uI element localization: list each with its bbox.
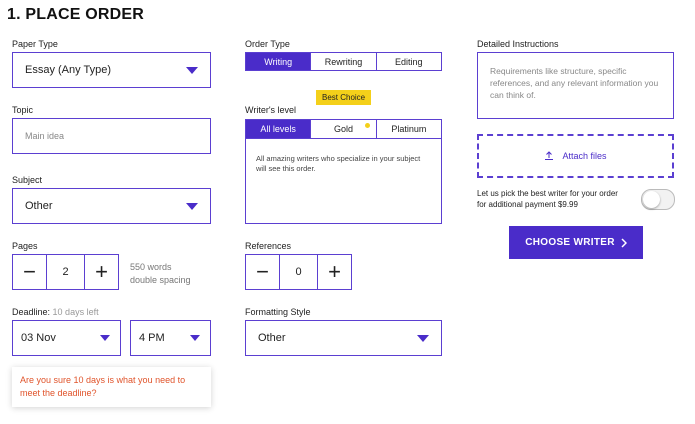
paper-type-value: Essay (Any Type) [25, 64, 111, 76]
best-writer-line2: for additional payment $9.99 [477, 200, 578, 209]
order-type-rewriting[interactable]: Rewriting [310, 53, 375, 70]
references-minus-button[interactable]: − [256, 259, 269, 284]
order-type-writing[interactable]: Writing [246, 53, 310, 70]
pages-minus-button[interactable]: − [23, 259, 36, 284]
topic-input[interactable] [12, 118, 211, 154]
writers-level-tabs [245, 119, 442, 138]
writers-level-gold[interactable]: Gold [310, 120, 375, 138]
choose-writer-button[interactable] [509, 226, 643, 259]
pages-label: Pages [12, 241, 38, 251]
attach-files-label: Attach files [562, 151, 607, 161]
gold-dot-icon [365, 123, 370, 128]
references-plus-button[interactable]: + [328, 259, 341, 284]
chevron-down-icon [100, 335, 110, 341]
subject-label: Subject [12, 175, 43, 185]
best-writer-text [477, 188, 618, 210]
pages-stepper[interactable] [12, 254, 119, 290]
pages-spacing: double spacing [130, 275, 191, 285]
deadline-date-select[interactable] [12, 320, 121, 356]
best-writer-line1: Let us pick the best writer for your order [477, 189, 618, 198]
best-writer-toggle[interactable] [641, 189, 675, 210]
paper-type-select[interactable] [12, 52, 211, 88]
writers-level-panel [245, 138, 442, 224]
references-value[interactable]: 0 [279, 255, 318, 289]
order-type-label: Order Type [245, 39, 290, 49]
deadline-time-value: 4 PM [139, 332, 165, 344]
formatting-label: Formatting Style [245, 307, 311, 317]
order-type-editing[interactable]: Editing [376, 53, 441, 70]
formatting-value: Other [258, 332, 286, 344]
instructions-textarea[interactable] [477, 52, 674, 119]
choose-writer-label: CHOOSE WRITER [525, 237, 615, 248]
chevron-down-icon [190, 335, 200, 341]
deadline-date-value: 03 Nov [21, 332, 56, 344]
topic-placeholder: Main idea [25, 131, 65, 141]
pages-plus-button[interactable]: + [95, 259, 108, 284]
deadline-warning: Are you sure 10 days is what you need to meet the deadline? [12, 367, 211, 407]
deadline-time-select[interactable] [130, 320, 211, 356]
writers-level-platinum[interactable]: Platinum [376, 120, 441, 138]
subject-value: Other [25, 200, 53, 212]
pages-note [130, 261, 191, 287]
deadline-label-row [12, 307, 99, 317]
chevron-right-icon [621, 238, 627, 248]
pages-value[interactable]: 2 [46, 255, 85, 289]
chevron-down-icon [186, 67, 198, 74]
attach-files-dropzone[interactable] [477, 134, 674, 178]
subject-select[interactable] [12, 188, 211, 224]
paper-type-label: Paper Type [12, 39, 58, 49]
best-choice-badge: Best Choice [316, 90, 371, 105]
pages-words: 550 words [130, 262, 172, 272]
order-type-tabs [245, 52, 442, 71]
writers-level-all[interactable]: All levels [246, 120, 310, 138]
page-title: 1. PLACE ORDER [7, 6, 145, 23]
formatting-select[interactable] [245, 320, 442, 356]
deadline-hint: 10 days left [52, 307, 99, 317]
chevron-down-icon [417, 335, 429, 342]
references-label: References [245, 241, 292, 251]
deadline-label: Deadline: [12, 307, 51, 317]
instructions-label: Detailed Instructions [477, 39, 559, 49]
upload-icon [544, 151, 554, 161]
references-stepper[interactable] [245, 254, 352, 290]
toggle-knob [643, 191, 660, 208]
instructions-placeholder: Requirements like structure, specific references, and any relevant information you can think of. [490, 66, 659, 100]
chevron-down-icon [186, 203, 198, 210]
topic-label: Topic [12, 105, 34, 115]
writers-level-description: All amazing writers who specialize in your subject will see this order. [256, 154, 421, 173]
writers-level-label: Writer's level [245, 105, 297, 115]
